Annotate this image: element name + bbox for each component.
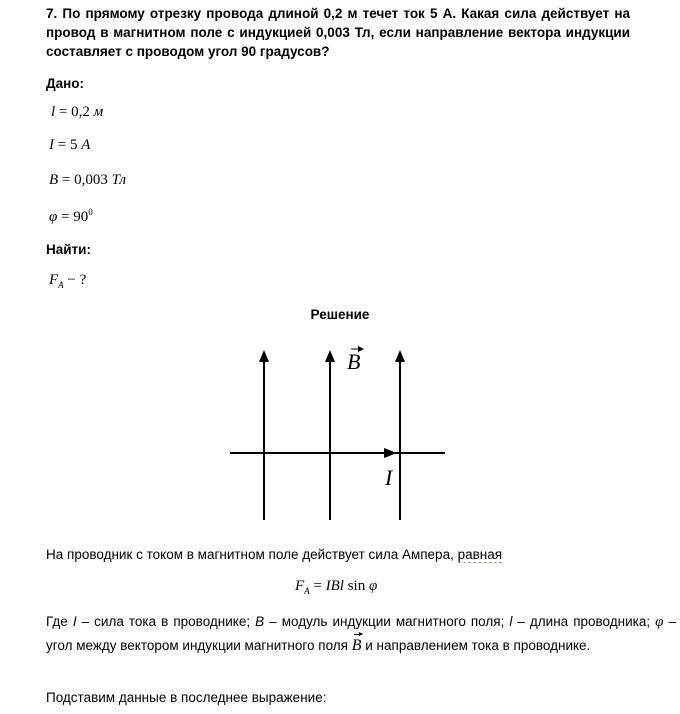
find-label: Найти: — [46, 242, 91, 257]
ampere-formula — [295, 578, 377, 596]
ampere-intro-text: На проводник с током в магнитном поле действует сила Ампера, — [46, 547, 458, 562]
problem-statement — [0, 4, 630, 61]
vector-B-label — [347, 346, 364, 374]
where-B-vector: B — [352, 634, 362, 658]
length-value: = 0,2 — [58, 104, 90, 120]
diagram-I-text: I — [385, 465, 393, 490]
length-unit: м — [93, 104, 104, 120]
force-question: − ? — [67, 272, 87, 288]
where-text-3: – модуль индукции магнитного поля; — [264, 614, 510, 629]
formula-IBl: IBl — [325, 578, 344, 594]
current-unit: A — [81, 137, 91, 153]
induction-value: = 0,003 — [61, 172, 108, 188]
given-induction — [49, 172, 126, 189]
find-force — [49, 272, 86, 290]
diagram-B-text: B — [347, 349, 361, 374]
field-line-middle — [325, 350, 335, 520]
where-B: B — [255, 614, 265, 629]
formula-sin: sin — [347, 578, 366, 594]
substitute-line: Подставим данные в последнее выражение: — [46, 690, 327, 705]
force-symbol: F — [49, 272, 59, 288]
where-phi: φ — [655, 614, 664, 630]
current-value: = 5 — [57, 137, 78, 153]
problem-text: 7. По прямому отрезку провода длиной 0,2 м течет ток 5 А. Какая сила действует на провод в магнитном поле с индукцией 0,003 Тл, если направление вектора индукции составляет с проводом угол 90 градусов? — [46, 6, 630, 59]
field-line-right — [395, 350, 405, 520]
where-l: l — [509, 614, 513, 629]
ampere-intro-underlined: равная — [457, 547, 503, 562]
length-symbol: l — [51, 104, 56, 120]
where-text-5: – угол между вектором индукции магнитного поля — [46, 614, 676, 653]
induction-symbol: B — [49, 172, 59, 188]
formula-F-sub: A — [304, 586, 310, 596]
angle-value: = 90 — [61, 209, 89, 225]
given-current — [49, 137, 90, 154]
where-I: I — [72, 614, 77, 629]
given-angle — [49, 207, 93, 226]
where-text-6: и направлением тока в проводнике. — [361, 638, 591, 653]
solution-title: Решение — [310, 307, 370, 322]
field-diagram — [225, 342, 455, 527]
field-line-left — [259, 350, 269, 520]
wire-current-arrow — [230, 448, 445, 458]
angle-degree: 0 — [88, 207, 93, 217]
formula-eq: = — [313, 578, 322, 594]
current-symbol: I — [49, 137, 54, 153]
where-text-4: – длина проводника; — [512, 614, 656, 629]
variables-explanation — [0, 610, 676, 658]
given-length — [51, 104, 103, 121]
given-label: Дано: — [46, 76, 85, 91]
where-text-2: – сила тока в проводнике; — [76, 614, 256, 629]
angle-symbol: φ — [49, 209, 58, 225]
formula-F: F — [295, 578, 305, 594]
where-text-1: Где — [46, 614, 73, 629]
force-subscript: A — [58, 280, 64, 290]
induction-unit: Тл — [111, 172, 126, 188]
ampere-intro — [0, 543, 676, 567]
formula-phi: φ — [368, 578, 378, 594]
